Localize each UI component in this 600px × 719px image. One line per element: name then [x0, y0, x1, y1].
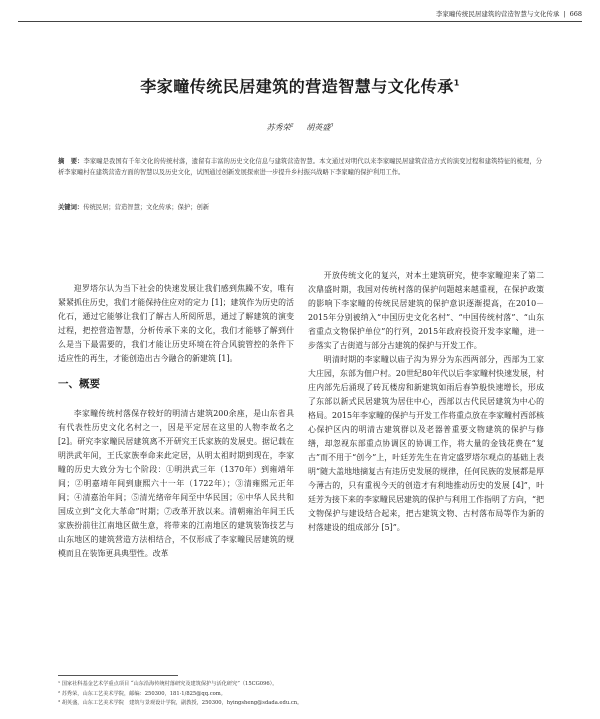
overview-paragraph	[58, 407, 294, 561]
running-header: 李家疃传统民居建筑的营造智慧与文化传承 | 668	[18, 9, 582, 22]
article-title	[0, 74, 600, 97]
author: 苏秀荣$^2$	[266, 122, 294, 132]
body-paragraph: 迎罗塔尔认为当下社会的快速发展让我们感到焦躁不安，唯有紧紧抓住历史，我们才能保持住应对的定力 [1]；建筑作为历史的活化石，通过它能够让我们了解古人所阅所思，通过了解建筑的演变过程，把控营造智慧，分析传承下来的文化，我们才能够了解到什么是当下最需要的，我们才能让历史环境在符合风貌管控的条件下适应性的再生，才能创造出古今融合的新建筑 [1]。	[58, 284, 294, 363]
intro-paragraph	[58, 282, 294, 366]
keywords-text: 传统民居；营造智慧；文化传承；保护；创新	[83, 204, 210, 211]
page-number: 668	[569, 10, 582, 18]
author-list	[0, 122, 600, 133]
author: 胡英盛$^3$	[306, 122, 334, 132]
abstract-label: 摘 要：	[58, 158, 84, 165]
title-footnote-mark: 1	[453, 78, 460, 88]
abstract-text: 李家疃是我国有千年文化的传统村落，遗留有丰富的历史文化信息与建筑营造智慧。本文通过对明代以来李家疃民居建筑营造方式的演变过程和建筑特征的梳理，分析李家疃村在建筑营造方面的智慧以及历史文化，试图通过创新发展探索进一步提升乡村振兴战略下李家疃的保护利用工作。	[58, 158, 543, 176]
abstract	[58, 156, 542, 178]
body-paragraph: 明清时期的李家疃以庙子沟为界分为东西两部分，西部为工家大庄园，东部为佃户村。20世纪80年代以后李家疃村快速发展，村庄内部先后涌现了砖瓦楼房和新建筑如雨后春笋般快速增长，形成了东部以新式民居建筑为居住中心，西部以古代民居建筑为中心的格局。2015年李家疃的保护与开发工作将重点放在李家疃村西部核心保护区内的明清古建筑群以及老器普重要文物建筑的保护与修缮，却忽视东部重点协调区的协调工作，将大量的金钱花费在“复古”而不用于“创今”上，叶廷芳先生在肯定盛罗塔尔观点的基础上表明“随大盖地地摘复古有违历史发展的规律，任何民族的发展都是厚今薄古的，只有重视今天的创造才有利地推动历史的发展 [4]”，叶廷芳为接下来的李家疃民居建筑的保护与利用工作指明了方向，“把文物保护与建设结合起来，把古建筑文物、古村落布局等作为新的村落建设的组成部分 [5]”。	[308, 355, 544, 532]
footnote: ² 苏秀荣，山东工艺美术学院，邮编：250300，181·1/825@qq.com。	[58, 690, 226, 697]
keywords	[58, 202, 542, 211]
footnote: ¹ 国家社科基金艺术学重点项目 “山东沿海传统村落研究及建筑保护与活化研究”（15CG096）。	[58, 681, 278, 687]
footnote: ³ 胡英盛，山东工艺美术学院 建筑与景观设计学院，副教授，250300，hyingsheng@sdada.edu.cn。	[58, 700, 303, 706]
footnote-divider	[58, 675, 178, 676]
running-title: 李家疃传统民居建筑的营造智慧与文化传承	[435, 10, 560, 18]
keywords-label: 关键词：	[58, 204, 84, 211]
footnotes	[58, 680, 560, 709]
body-paragraph: 开放传统文化的复兴，对本土建筑研究，使李家疃迎来了第二次鼎盛时期，我国对传统村落的保护问题越来越重视，在保护政策的影响下李家疃的传统民居建筑的保护意识逐渐提高，在2010－2015年分别被纳入“中国历史文化名村”、“中国传统村落”、“山东省重点文物保护单位”的行列，2015年政府投资开发李家疃，进一步落实了古街道与部分古建筑的保护与开发工作。	[308, 271, 544, 350]
title-text: 李家疃传统民居建筑的营造智慧与文化传承	[140, 77, 454, 96]
section-heading: 一、概要	[58, 378, 100, 390]
body-paragraph: 李家疃传统村落保存较好的明清古建筑200余座，是山东省具有代表性历史文化名村之一，因是平定居在这里的人物李故名之 [2]。研究李家疃民居建筑离不开研究王氏家族的发展史。据记载在明洪武年间，王氏家族奉命来此定居，从明太祖时期到现在，李家疃的历史大致分为七个阶段：①明洪武三年（1370年）到雍靖年间；②明嘉靖年间到康熙六十一年（1722年）；③清雍熙元正年间；④清嘉治年间；⑤清光绪帝年间至中华民国；⑥中华人民共和国成立到“文化大革命”时期；⑦改革开放以来。清朝雍治年间王氏家族扮前往江南地区做生意，将带来的江南地区的建筑装饰技艺与山东地区的建筑营造方法相结合，不仅形成了李家疃民居建筑的规模而且在装饰更具典型性。改革	[58, 409, 294, 558]
right-column	[308, 269, 544, 535]
